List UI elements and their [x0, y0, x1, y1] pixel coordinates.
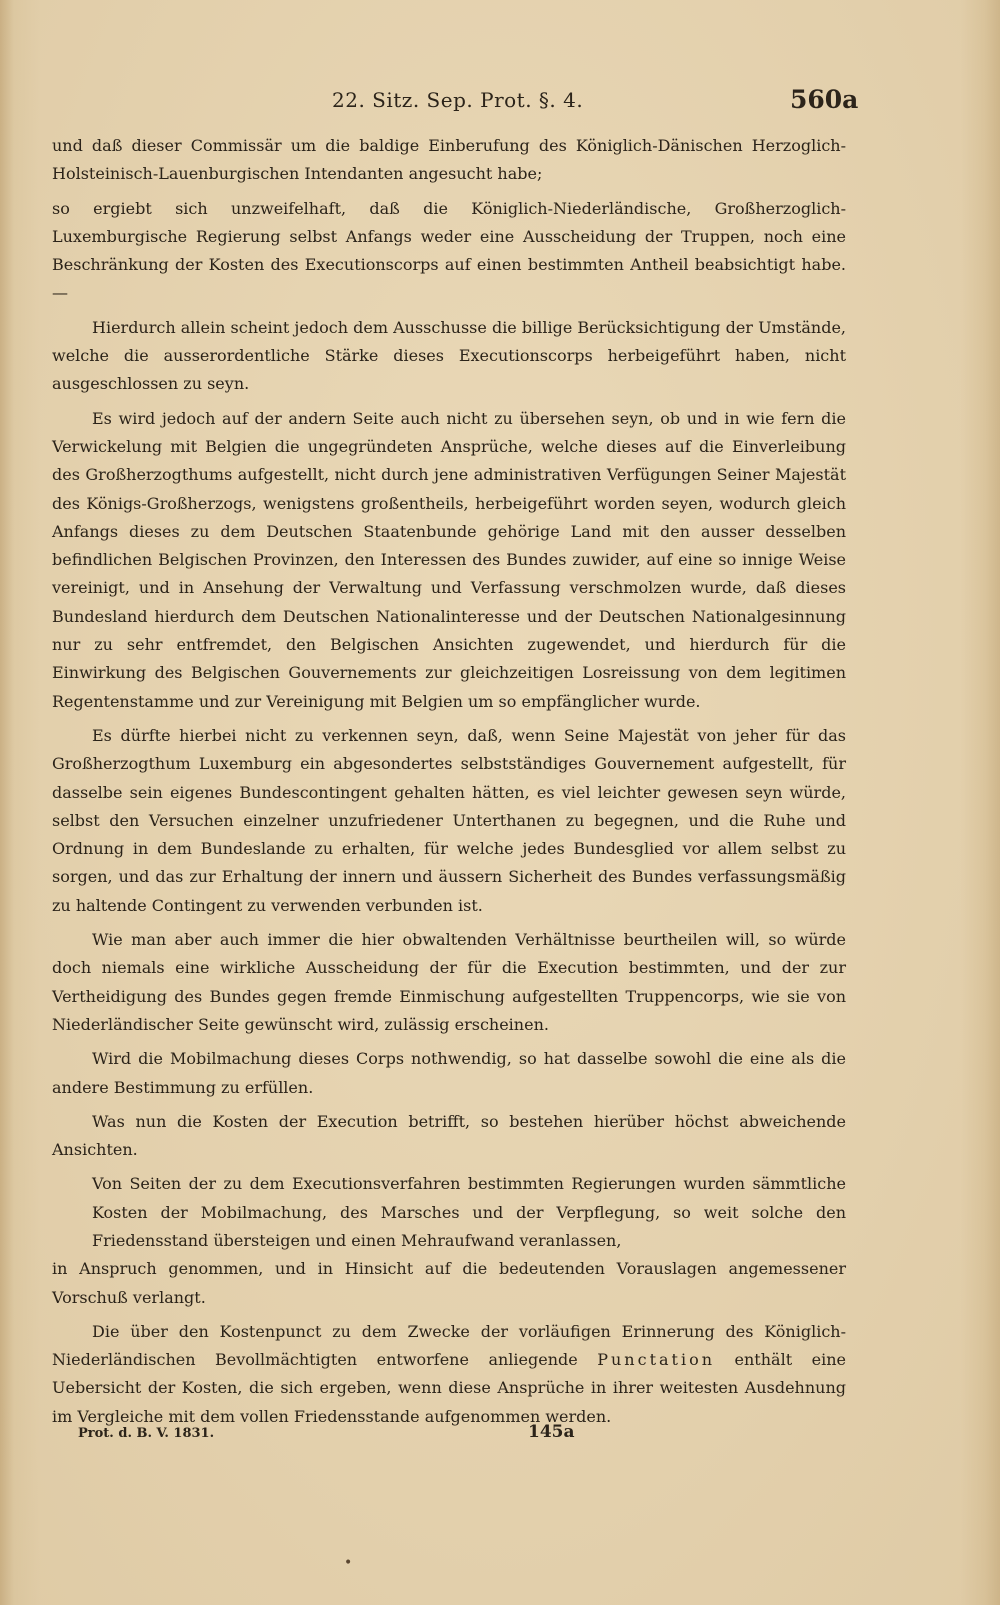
ink-speck: •: [344, 1555, 353, 1571]
paragraph: Wird die Mobilmachung dieses Corps nothwendig, so hat dasselbe sowohl die eine als die andere Bestimmung zu erfüllen.: [52, 1049, 846, 1097]
page-number: 560a: [790, 85, 859, 114]
signature-mark: Prot. d. B. V. 1831.: [78, 1426, 215, 1441]
paragraph-tail: enthält eine Uebersicht der Kosten, die sich ergeben, wenn diese Ansprüche in ihrer weitesten Ausdehnung im Vergleiche mit dem vollen Friedensstande aufgenommen werden.: [52, 1350, 846, 1426]
paragraph: [52, 1318, 846, 1431]
body-text: [52, 132, 846, 1437]
page-header: [0, 85, 1000, 122]
paragraph: Von Seiten der zu dem Executionsverfahren bestimmten Regierungen wurden sämmtliche Kosten der Mobilmachung, des Marsches und der Verpflegung, so weit solche den Friedensstand übersteigen und einen Mehraufwand veranlassen,: [92, 1174, 846, 1250]
running-head: 22. Sitz. Sep. Prot. §. 4.: [332, 88, 584, 112]
paragraph: Was nun die Kosten der Execution betrifft, so bestehen hierüber höchst abweichende Ansichten.: [52, 1111, 846, 1160]
paragraph: so ergiebt sich unzweifelhaft, daß die Königlich-Niederländische, Großherzoglich-Luxemburgische Regierung selbst Anfangs weder eine Ausscheidung der Truppen, noch eine Beschränkung der Kosten des Executionscorps auf einen bestimmten Antheil beabsichtigt habe. —: [52, 198, 846, 303]
paragraph: Wie man aber auch immer die hier obwaltenden Verhältnisse beurtheilen will, so würde doch niemals eine wirkliche Ausscheidung der für die Execution bestimmten, und der zur Vertheidigung des Bundes gegen fremde Einmischung aufgestellten Truppencorps, wie sie von Niederländischer Seite gewünscht wird, zulässig erscheinen.: [52, 930, 846, 1034]
paragraph: Es dürfte hierbei nicht zu verkennen seyn, daß, wenn Seine Majestät von jeher für das Großherzogthum Luxemburg ein abgesondertes selbstständiges Gouvernement aufgestellt, für dasselbe sein eigenes Bundescontingent gehalten hätten, es viel leichter gewesen seyn würde, selbst den Versuchen einzelner unzufriedener Unterthanen zu begegnen, und die Ruhe und Ordnung in dem Bundeslande zu erhalten, für welche jedes Bundesglied vor allem selbst zu sorgen, und das zur Erhaltung der innern und äussern Sicherheit des Bundes verfassungsmäßig zu haltende Contingent zu verwenden verbunden ist.: [52, 725, 846, 915]
paragraph: in Anspruch genommen, und in Hinsicht auf die bedeutenden Vorauslagen angemessener Vorschuß verlangt.: [52, 1259, 846, 1307]
paragraph: Es wird jedoch auf der andern Seite auch nicht zu übersehen seyn, ob und in wie fern die Verwickelung mit Belgien die ungegründeten Ansprüche, welche dieses auf die Einverleibung des Großherzogthums aufgestellt, nicht durch jene administrativen Verfügungen Seiner Majestät des Königs-Großherzogs, wenigstens großentheils, herbeigeführt worden seyen, wodurch gleich Anfangs dieses zu dem Deutschen Staatenbunde gehörige Land mit den ausser desselben befindlichen Belgischen Provinzen, den Interessen des Bundes zuwider, auf eine so innige Weise vereinigt, und in Ansehung der Verwaltung und Verfassung verschmolzen wurde, daß dieses Bundesland hierdurch dem Deutschen Nationalinteresse und der Deutschen Nationalgesinnung nur zu sehr entfremdet, den Belgischen Ansichten zugewendet, und hierdurch für die Einwirkung des Belgischen Gouvernements zur gleichzeitigen Losreissung von dem legitimen Regentenstamme und zur Vereinigung mit Belgien um so empfänglicher wurde.: [52, 408, 846, 711]
punctation-term: Punctation: [597, 1350, 716, 1370]
sheet-number: 145a: [528, 1422, 575, 1442]
page-footer: [0, 1422, 1000, 1452]
paragraph: Hierdurch allein scheint jedoch dem Ausschusse die billige Berücksichtigung der Umstände, welche die ausserordentliche Stärke dieses Executionscorps herbeigeführt haben, nicht ausgeschlossen zu seyn.: [52, 317, 846, 394]
paragraph-lead: Die über den Kostenpunct zu dem Zwecke der vorläufigen Erinnerung des Königlich-Niederländischen Bevollmächtigten entworfene anliegende: [52, 1321, 846, 1370]
paragraph: und daß dieser Commissär um die baldige Einberufung des Königlich-Dänischen Herzoglich-Holsteinisch-Lauenburgischen Intendanten angesucht habe;: [52, 136, 846, 184]
